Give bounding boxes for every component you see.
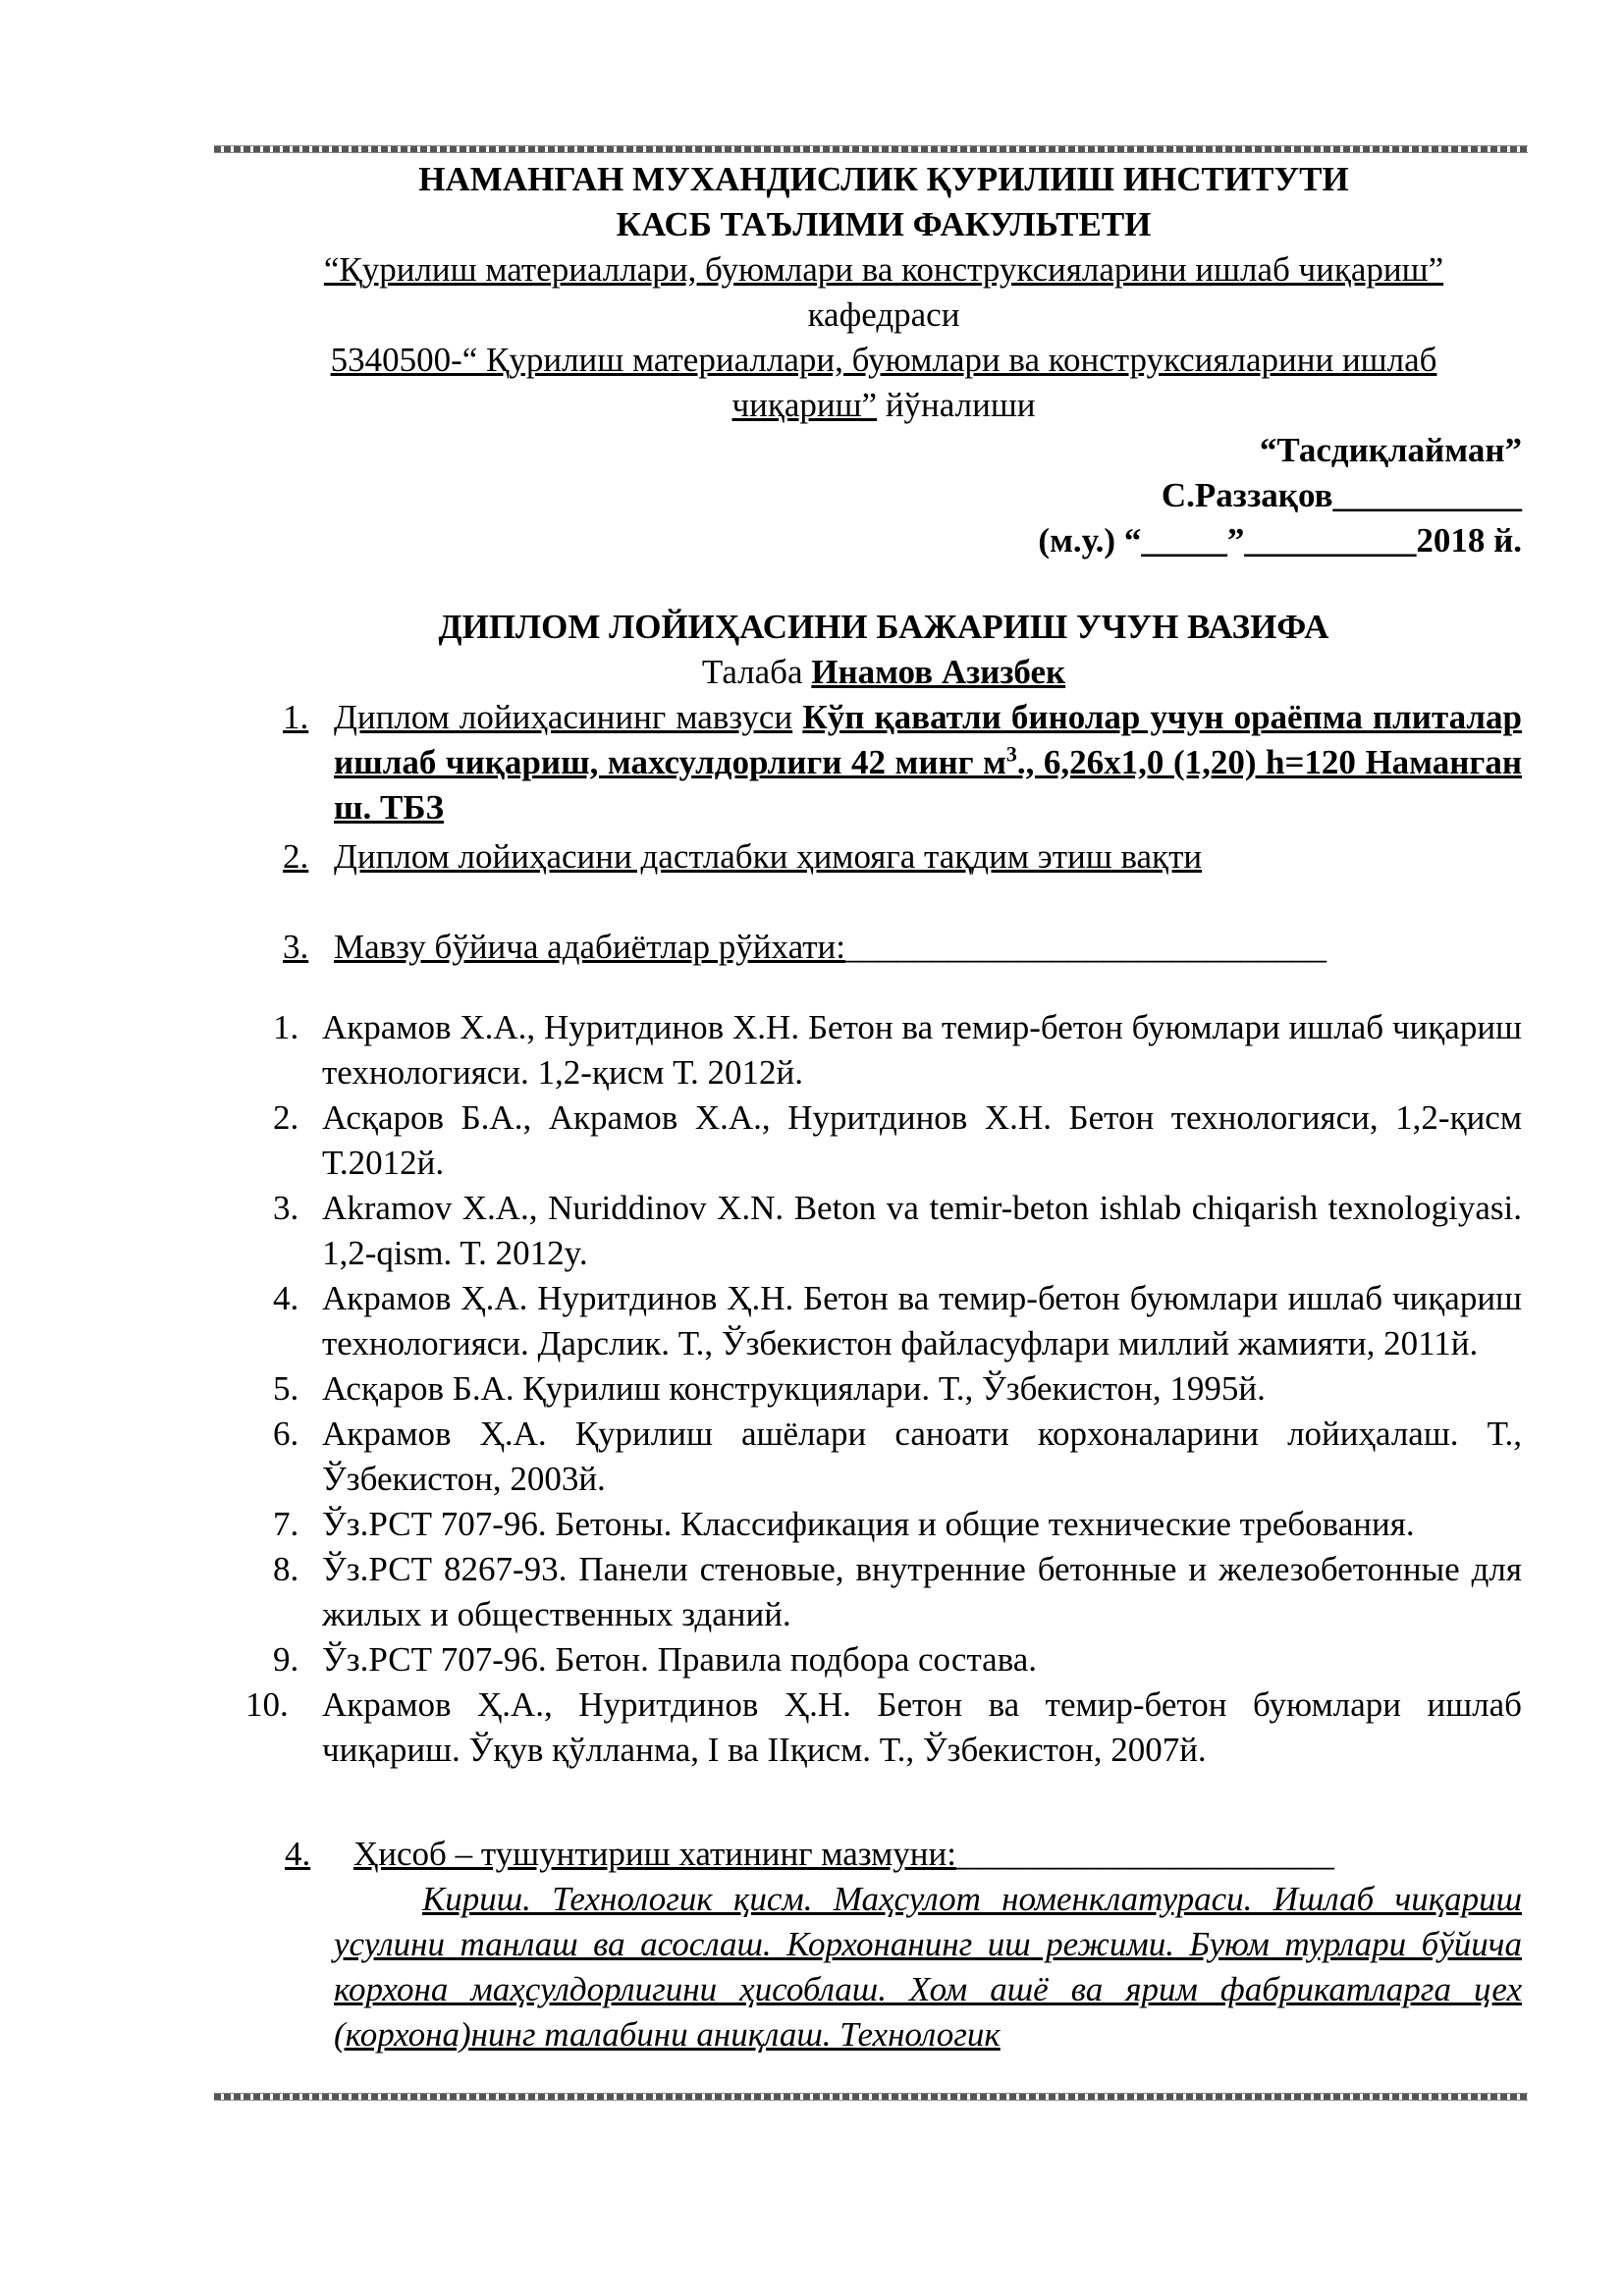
page-border-top [214, 145, 1528, 153]
student-name: Инамов Азизбек [811, 653, 1066, 691]
direction-line-2-rest: йўналиши [877, 386, 1036, 424]
approval-signer: С.Раззақов___________ [1161, 476, 1522, 514]
section-2-number: 2. [283, 837, 309, 876]
section-1-number: 1. [283, 698, 309, 736]
list-item-text: Akramov X.A., Nuriddinov X.N. Beton va temir-beton ishlab chiqarish texnologiyasi. 1,2-qism. T. 2012y. [322, 1189, 1522, 1272]
list-item-number: 4. [273, 1279, 299, 1317]
list-item-number: 1. [273, 1008, 299, 1046]
list-item [245, 1682, 1522, 1773]
topic-part-b: ., 6,26х1,0 (1,20) h=120 Наманган ш. ТБЗ [334, 743, 1522, 827]
section-4-label-wrap [353, 1835, 1334, 1873]
faculty-name: КАСБ ТАЪЛИМИ ФАКУЛЬТЕТИ [616, 205, 1152, 243]
list-item-number: 5. [273, 1369, 299, 1408]
topic-superscript: 3 [1005, 741, 1017, 767]
section-3-references-heading [245, 925, 1522, 970]
list-item-text: Акрамов Ҳ.А. Нуритдинов Ҳ.Н. Бетон ва темир-бетон буюмлари ишлаб чиқариш технологияси. Дарслик. Т., Ўзбекистон файласуфлари миллий жамияти, 2011й. [322, 1279, 1522, 1362]
section-4-content: Кириш. Технологик қисм. Маҳсулот номенклатураси. Ишлаб чиқариш усулини танлаш ва асослаш. Корхонанинг иш режими. Буюм турлари бўйича корхона маҳсулдорлигини ҳисоблаш. Хом ашё ва ярим фабрикатларга цех (корхона)нинг талабини аниқлаш. Технологик [334, 1880, 1522, 2054]
reference-list [245, 1005, 1522, 1773]
list-item-text: Ўз.РСТ 707-96. Бетоны. Классификация и общие технические требования. [322, 1505, 1415, 1543]
student-line [245, 650, 1522, 695]
list-item-text: Ўз.РСТ 8267-93. Панели стеновые, внутренние бетонные и железобетонные для жилых и общественных зданий. [322, 1550, 1522, 1633]
list-item-number: 9. [273, 1640, 299, 1679]
list-item-number: 7. [273, 1505, 299, 1543]
section-4-blank: ______________________ [955, 1835, 1334, 1873]
department-word: кафедраси [807, 295, 960, 334]
section-4-label: Ҳисоб – тушунтириш хатининг мазмуни: [353, 1835, 956, 1873]
section-1-label: Диплом лойиҳасининг мавзуси [334, 698, 793, 736]
section-3-blank: ____________________________ [844, 928, 1326, 966]
section-2-label: Диплом лойиҳасини дастлабки ҳимояга тақдим этиш вақти [334, 837, 1203, 876]
section-3-label: Мавзу бўйича адабиётлар рўйхати: [334, 928, 845, 966]
department-name: “Қурилиш материаллари, буюмлари ва конструксияларини ишлаб чиқариш” [323, 250, 1444, 289]
page-border-bottom [214, 2093, 1528, 2101]
student-label: Талаба [701, 653, 812, 691]
section-4-number: 4. [285, 1835, 311, 1873]
section-2-deadline [245, 834, 1522, 880]
list-item [245, 1366, 1522, 1412]
section-3-number: 3. [283, 928, 309, 966]
section-1-topic [245, 695, 1522, 830]
list-item-number: 8. [273, 1550, 299, 1588]
list-item-number: 2. [273, 1098, 299, 1137]
list-item [245, 1276, 1522, 1366]
list-item-text: Асқаров Б.А., Акрамов Х.А., Нуритдинов Х.Н. Бетон технологияси, 1,2-қисм Т.2012й. [322, 1098, 1522, 1182]
list-item-text: Акрамов Ҳ.А., Нуритдинов Ҳ.Н. Бетон ва темир-бетон буюмлари ишлаб чиқариш. Ўқув қўлланма, I ва IIқисм. Т., Ўзбекистон, 2007й. [322, 1685, 1522, 1769]
direction-line-1: 5340500-“ Қурилиш материаллари, буюмлари ва конструксияларини ишлаб [330, 341, 1437, 379]
list-item-text: Асқаров Б.А. Қурилиш конструкциялари. Т., Ўзбекистон, 1995й. [322, 1369, 1266, 1408]
task-title: ДИПЛОМ ЛОЙИҲАСИНИ БАЖАРИШ УЧУН ВАЗИФА [438, 608, 1329, 646]
list-item-number: 10. [245, 1685, 289, 1724]
list-item-text: Акрамов Ҳ.А. Қурилиш ашёлари саноати корхоналарини лойиҳалаш. Т., Ўзбекистон, 2003й. [322, 1415, 1522, 1498]
list-item [245, 1005, 1522, 1095]
direction-line-2 [245, 383, 1522, 428]
list-item-number: 6. [273, 1415, 299, 1453]
direction-line-2-underlined: чиқариш” [731, 386, 878, 424]
document-body [245, 155, 1522, 2057]
list-item-text: Ўз.РСТ 707-96. Бетон. Правила подбора состава. [322, 1640, 1038, 1679]
list-item [245, 1547, 1522, 1637]
topic-part-a: Кўп қаватли бинолар учун ораёпма плиталар ишлаб чиқариш, махсулдорлиги 42 минг м [334, 698, 1522, 781]
list-item [245, 1095, 1522, 1186]
list-item [245, 1412, 1522, 1502]
list-item [245, 1186, 1522, 1276]
approval-date: (м.у.) “_____”__________2018 й. [1038, 521, 1522, 560]
institute-name: НАМАНГАН МУХАНДИСЛИК ҚУРИЛИШ ИНСТИТУТИ [418, 160, 1349, 198]
list-item [245, 1637, 1522, 1682]
list-item [245, 1502, 1522, 1547]
approval-title: “Тасдиқлайман” [1259, 431, 1522, 469]
list-item-text: Акрамов Х.А., Нуритдинов Х.Н. Бетон ва темир-бетон буюмлари ишлаб чиқариш технологияси. 1,2-қисм Т. 2012й. [322, 1008, 1522, 1092]
section-4-heading [245, 1832, 1522, 1877]
list-item-number: 3. [273, 1189, 299, 1227]
